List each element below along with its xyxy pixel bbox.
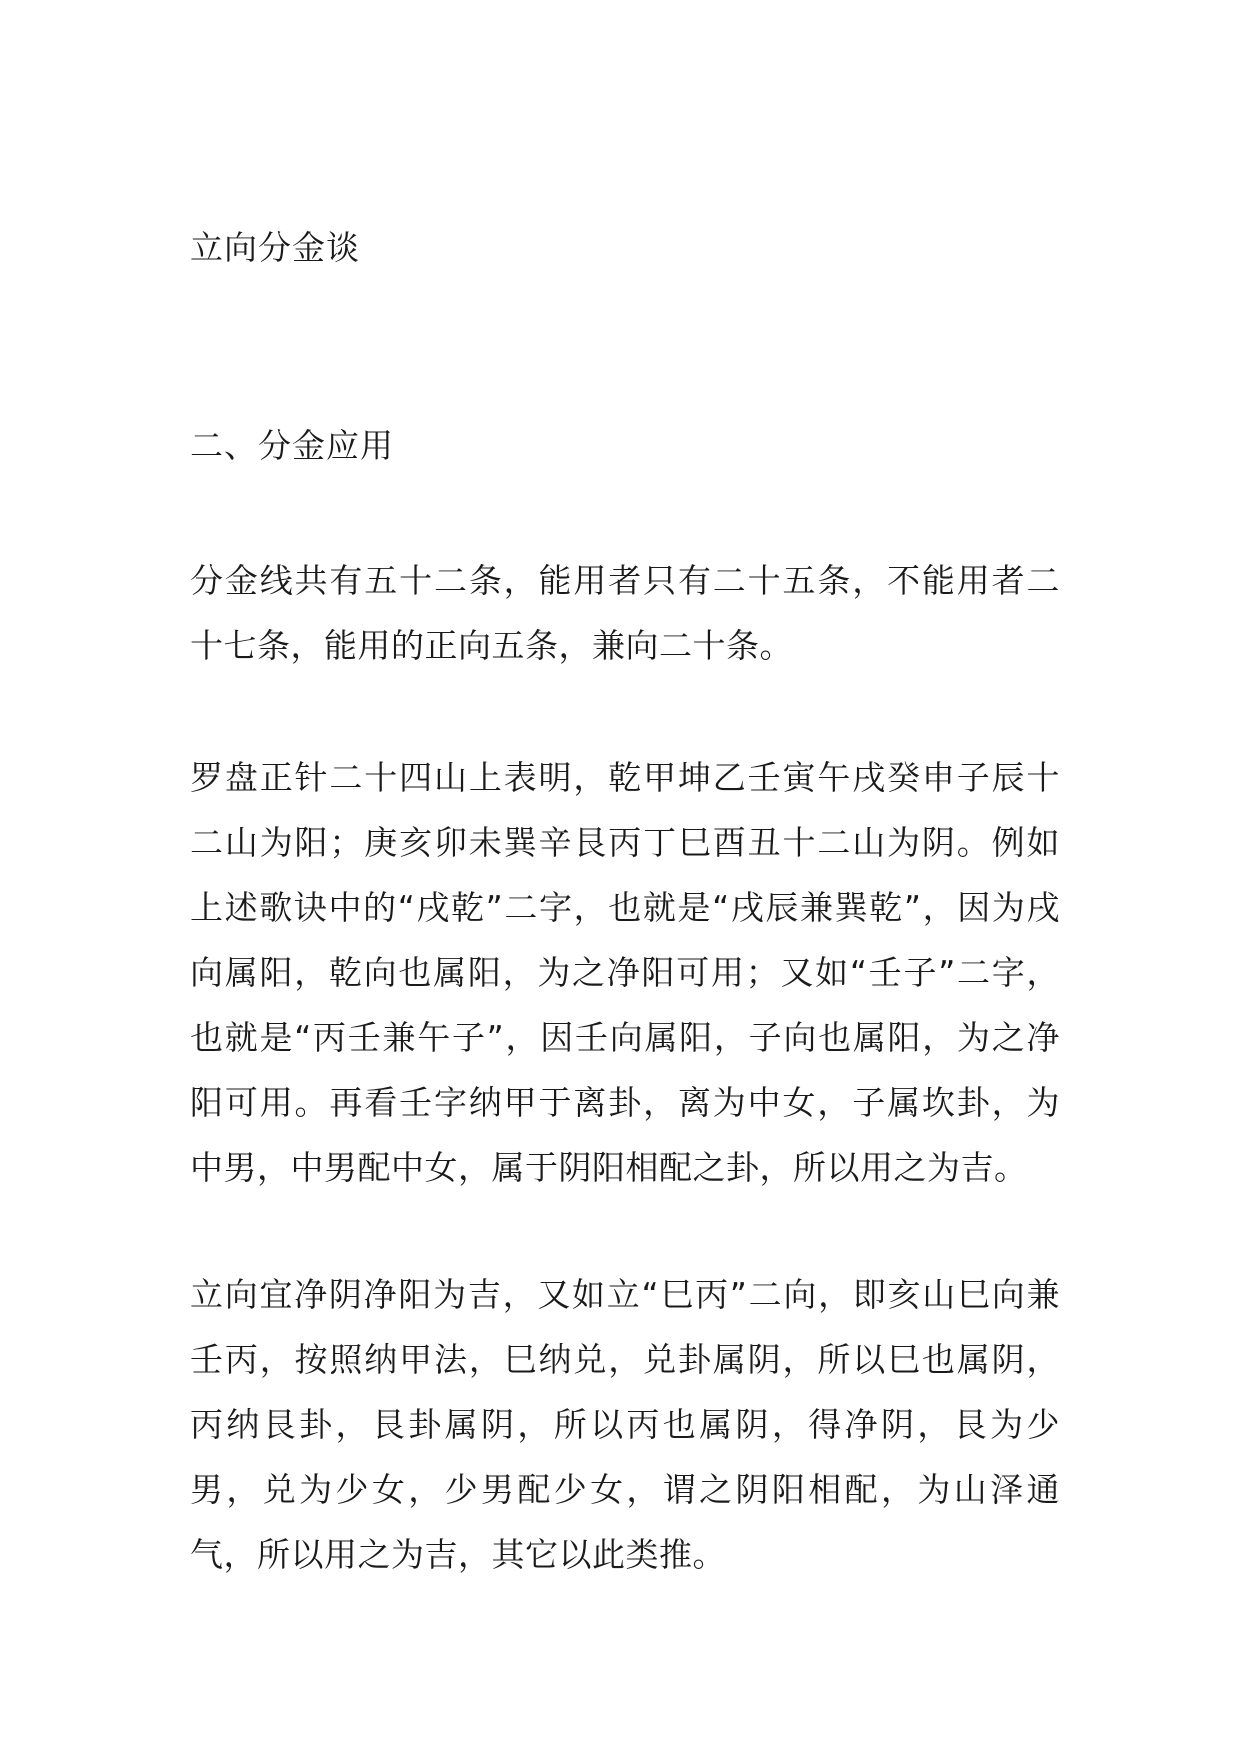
paragraph-fenjin-count: 分金线共有五十二条，能用者只有二十五条，不能用者二十七条，能用的正向五条，兼向二十条。	[190, 561, 1060, 665]
paragraph-yin-yang-mountains: 罗盘正针二十四山上表明，乾甲坤乙壬寅午戌癸申子辰十二山为阳；庚亥卯未巽辛艮丙丁巳酉丑十二山为阴。例如上述歌诀中的“戌乾”二字，也就是“戌辰兼巽乾”，因为戌向属阳，乾向也属阳，为之净阳可用；又如“壬子”二字，也就是“丙壬兼午子”，因壬向属阳，子向也属阳，为之净阳可用。再看壬字纳甲于离卦，离为中女，子属坎卦，为中男，中男配中女，属于阴阳相配之卦，所以用之为吉。	[190, 758, 1060, 1187]
section-heading: 二、分金应用	[190, 426, 394, 465]
paragraph-pure-yin-yang: 立向宜净阴净阳为吉，又如立“巳丙”二向，即亥山巳向兼壬丙，按照纳甲法，巳纳兑，兑卦属阴，所以巳也属阴，丙纳艮卦，艮卦属阴，所以丙也属阴，得净阴，艮为少男，兑为少女，少男配少女，谓之阴阳相配，为山泽通气，所以用之为吉，其它以此类推。	[190, 1275, 1060, 1574]
document-title: 立向分金谈	[190, 228, 360, 267]
